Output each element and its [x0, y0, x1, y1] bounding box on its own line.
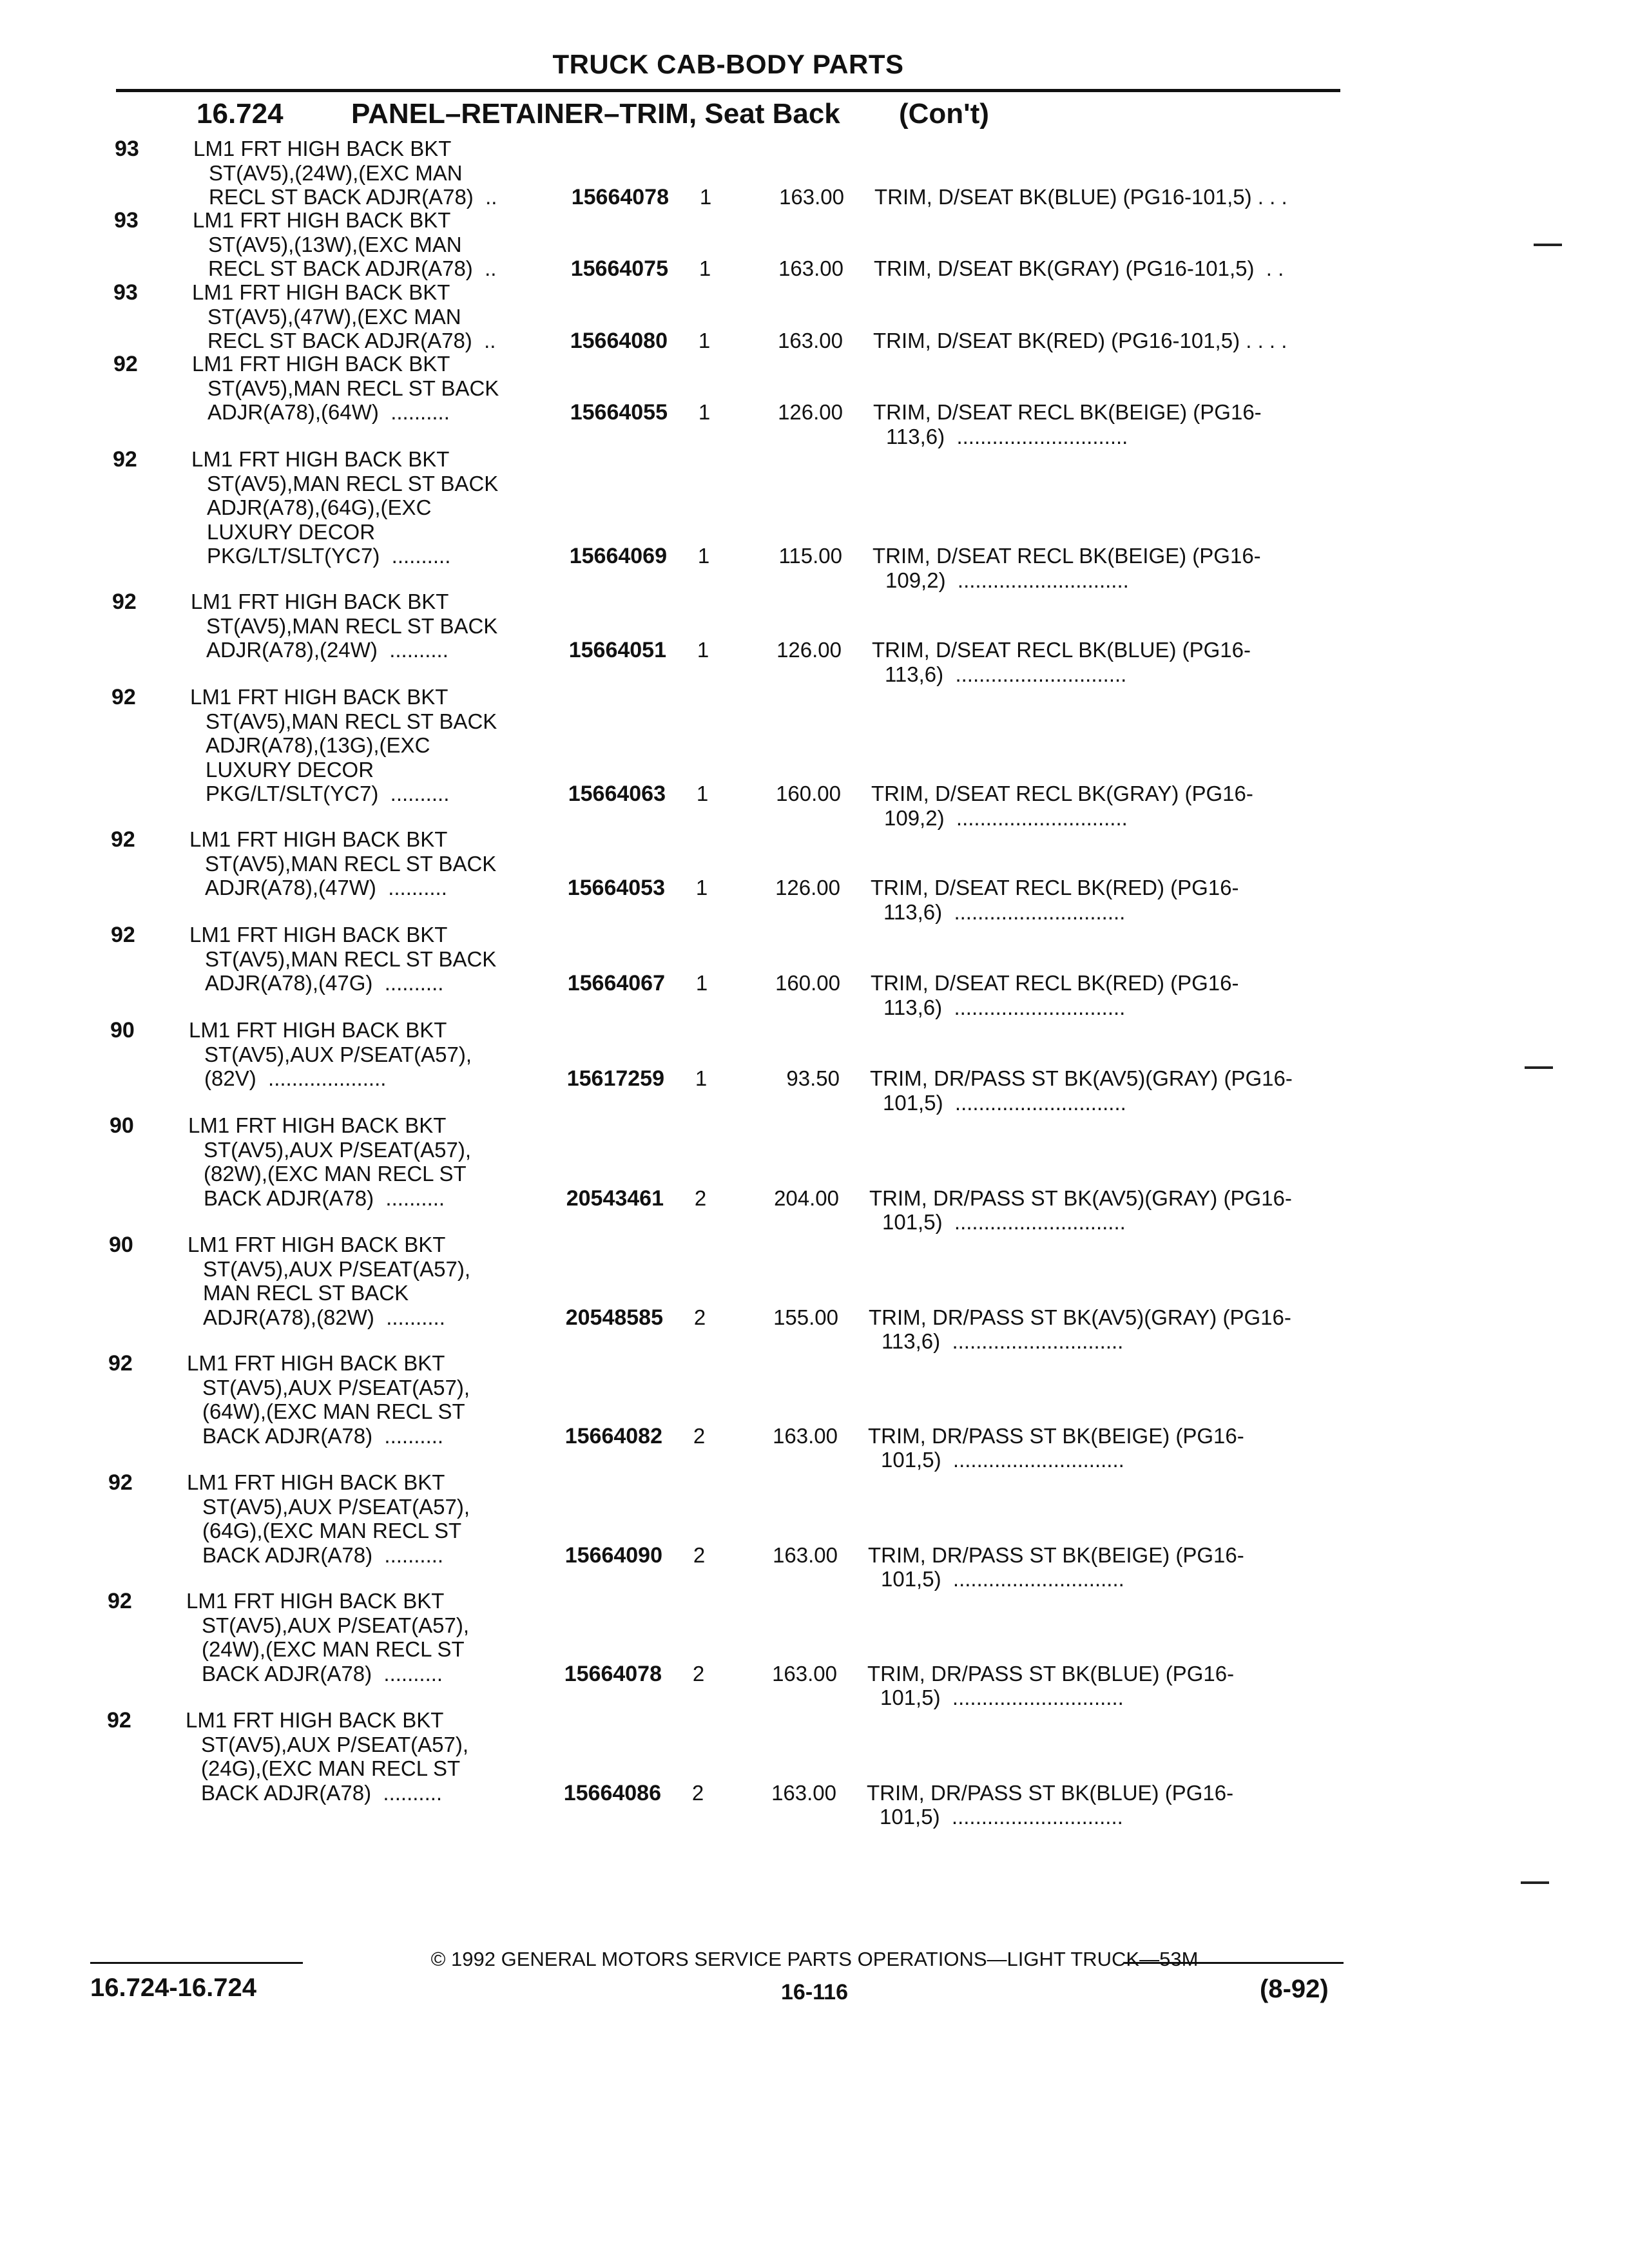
- part-description: [193, 137, 497, 209]
- ref-number: 92: [111, 827, 135, 852]
- description-line: ST(AV5),AUX P/SEAT(A57),: [204, 1137, 472, 1162]
- ref-number: 92: [107, 1708, 131, 1733]
- description-line: LM1 FRT HIGH BACK BKT: [188, 1113, 447, 1137]
- part-description: [188, 1113, 471, 1210]
- description-line: (82W),(EXC MAN RECL ST: [204, 1162, 467, 1186]
- ref-number: 90: [110, 1113, 134, 1138]
- remark-line: TRIM, DR/PASS ST BK(BLUE) (PG16-: [867, 1661, 1235, 1686]
- footer-date: (8-92): [1260, 1975, 1329, 2003]
- description-line: ST(AV5),AUX P/SEAT(A57),: [201, 1732, 469, 1756]
- remark-line: TRIM, DR/PASS ST BK(BEIGE) (PG16-: [868, 1542, 1244, 1567]
- page-title: TRUCK CAB-BODY PARTS: [552, 49, 904, 79]
- description-line: ST(AV5),MAN RECL ST BACK: [205, 851, 497, 876]
- remark-line: TRIM, D/SEAT BK(RED) (PG16-101,5) . . . .: [873, 329, 1287, 352]
- quantity: 2: [693, 1305, 706, 1329]
- description-line: LM1 FRT HIGH BACK BKT: [187, 1470, 445, 1494]
- remark-line: 113,6) .............................: [885, 662, 1127, 686]
- quantity: 1: [698, 329, 711, 352]
- ref-number: 93: [113, 280, 138, 305]
- price: 163.00: [779, 185, 844, 209]
- description-line: (64W),(EXC MAN RECL ST: [202, 1399, 465, 1423]
- quantity: 1: [699, 185, 712, 209]
- part-description: [193, 208, 496, 281]
- part-number: 15664055: [570, 400, 668, 425]
- part-description: [189, 923, 496, 995]
- description-line: LM1 FRT HIGH BACK BKT: [186, 1708, 444, 1732]
- ref-number: 93: [115, 137, 139, 161]
- quantity: 2: [694, 1186, 707, 1210]
- footer-section-range: 16.724-16.724: [90, 1974, 257, 2002]
- part-number: 15664078: [564, 1661, 662, 1686]
- price: 93.50: [786, 1066, 840, 1090]
- description-line: ADJR(A78),(64W) ..........: [207, 400, 450, 424]
- remark-line: TRIM, D/SEAT RECL BK(RED) (PG16-: [871, 971, 1239, 995]
- description-line: LM1 FRT HIGH BACK BKT: [189, 827, 448, 851]
- remark: [869, 1186, 1346, 1235]
- part-number: 20543461: [566, 1186, 664, 1211]
- description-line: ADJR(A78),(24W) ..........: [206, 638, 448, 662]
- footer-copyright: © 1992 GENERAL MOTORS SERVICE PARTS OPERATIONS—LIGHT TRUCK—53M: [430, 1948, 1199, 1970]
- description-line: BACK ADJR(A78) ..........: [201, 1780, 443, 1805]
- remark: [868, 1543, 1345, 1591]
- remark: [871, 782, 1348, 830]
- price: 126.00: [778, 400, 843, 424]
- remark-line: 113,6) .............................: [886, 424, 1128, 448]
- remark-line: 101,5) .............................: [883, 1090, 1126, 1115]
- part-number: 15617259: [566, 1066, 664, 1091]
- description-line: LM1 FRT HIGH BACK BKT: [193, 137, 452, 160]
- part-number: 15664090: [564, 1542, 662, 1568]
- remark: [871, 876, 1347, 924]
- remark-line: 113,6) .............................: [883, 899, 1126, 924]
- price: 115.00: [778, 544, 842, 568]
- ref-number: 92: [108, 1589, 132, 1613]
- part-description: [192, 280, 496, 353]
- description-line: LM1 FRT HIGH BACK BKT: [189, 1018, 447, 1042]
- section-number: 16.724: [197, 98, 284, 130]
- description-line: LM1 FRT HIGH BACK BKT: [191, 590, 449, 613]
- remark-line: 101,5) .............................: [881, 1567, 1124, 1591]
- remark-line: TRIM, DR/PASS ST BK(AV5)(GRAY) (PG16-: [870, 1066, 1293, 1090]
- description-line: LM1 FRT HIGH BACK BKT: [187, 1351, 445, 1375]
- quantity: 2: [692, 1661, 705, 1686]
- description-line: (64G),(EXC MAN RECL ST: [202, 1519, 462, 1542]
- description-line: BACK ADJR(A78) ..........: [202, 1542, 444, 1567]
- remark-line: 101,5) .............................: [880, 1686, 1124, 1709]
- description-line: ST(AV5),AUX P/SEAT(A57),: [203, 1256, 471, 1281]
- quantity: 2: [691, 1780, 704, 1805]
- remark-line: TRIM, DR/PASS ST BK(AV5)(GRAY) (PG16-: [869, 1186, 1292, 1210]
- quantity: 1: [696, 782, 709, 805]
- ref-number: 92: [108, 1351, 133, 1376]
- remark-line: TRIM, DR/PASS ST BK(BEIGE) (PG16-: [868, 1423, 1244, 1448]
- price: 160.00: [776, 782, 841, 805]
- description-line: ADJR(A78),(82W) ..........: [203, 1305, 445, 1329]
- remark: [872, 638, 1349, 686]
- description-line: ST(AV5),MAN RECL ST BACK: [207, 471, 499, 495]
- description-line: PKG/LT/SLT(YC7) ..........: [206, 782, 450, 805]
- remark: [870, 1066, 1347, 1115]
- price: 163.00: [773, 1423, 838, 1448]
- remark: [869, 1305, 1345, 1354]
- description-line: BACK ADJR(A78) ..........: [204, 1186, 445, 1210]
- quantity: 1: [698, 400, 711, 424]
- part-description: [188, 1233, 470, 1329]
- part-description: [186, 1589, 469, 1686]
- description-line: (82V) ....................: [204, 1066, 387, 1090]
- remark-line: TRIM, D/SEAT RECL BK(RED) (PG16-: [871, 876, 1239, 899]
- remark-line: TRIM, DR/PASS ST BK(AV5)(GRAY) (PG16-: [869, 1305, 1291, 1329]
- price: 126.00: [775, 876, 840, 899]
- remark: [868, 1424, 1345, 1472]
- description-line: RECL ST BACK ADJR(A78) ..: [208, 256, 497, 280]
- part-number: 15664080: [570, 329, 668, 353]
- part-description: [187, 1351, 470, 1448]
- part-description: [189, 1018, 472, 1091]
- ref-number: 92: [111, 923, 135, 947]
- description-line: ST(AV5),(24W),(EXC MAN: [209, 160, 463, 185]
- part-description: [189, 827, 496, 900]
- quantity: 1: [699, 256, 711, 280]
- description-line: BACK ADJR(A78) ..........: [202, 1423, 444, 1448]
- description-line: ST(AV5),MAN RECL ST BACK: [205, 947, 497, 971]
- remark-line: TRIM, D/SEAT RECL BK(BLUE) (PG16-: [872, 638, 1251, 662]
- remark-line: TRIM, D/SEAT BK(BLUE) (PG16-101,5) . . .: [874, 185, 1287, 209]
- part-number: 15664067: [567, 971, 665, 995]
- description-line: ST(AV5),(47W),(EXC MAN: [207, 304, 461, 329]
- ref-number: 92: [112, 590, 137, 614]
- remark: [867, 1781, 1344, 1829]
- remark-line: 101,5) .............................: [881, 1448, 1124, 1472]
- remark: [871, 971, 1347, 1019]
- part-description: [191, 447, 498, 568]
- description-line: ST(AV5),AUX P/SEAT(A57),: [204, 1042, 472, 1066]
- part-number: 15664053: [567, 876, 665, 900]
- quantity: 1: [697, 544, 710, 568]
- description-line: LM1 FRT HIGH BACK BKT: [189, 923, 448, 947]
- remark-line: TRIM, D/SEAT RECL BK(BEIGE) (PG16-: [872, 544, 1261, 568]
- quantity: 2: [693, 1542, 706, 1567]
- description-line: ADJR(A78),(13G),(EXC: [206, 733, 430, 757]
- quantity: 2: [693, 1423, 706, 1448]
- remark-line: TRIM, DR/PASS ST BK(BLUE) (PG16-: [867, 1780, 1234, 1805]
- part-number: 15664078: [571, 185, 669, 209]
- part-number: 15664082: [564, 1423, 662, 1448]
- part-number: 15664051: [568, 638, 666, 662]
- description-line: LM1 FRT HIGH BACK BKT: [190, 685, 448, 709]
- description-line: LM1 FRT HIGH BACK BKT: [188, 1233, 446, 1256]
- part-number: 20548585: [565, 1305, 663, 1330]
- description-line: ST(AV5),MAN RECL ST BACK: [207, 376, 499, 400]
- price: 163.00: [778, 256, 843, 280]
- ref-number: 92: [113, 447, 137, 472]
- part-number: 15664069: [569, 544, 667, 568]
- quantity: 1: [695, 876, 708, 899]
- section-title: PANEL–RETAINER–TRIM, Seat Back: [351, 98, 840, 130]
- price: 160.00: [775, 971, 840, 995]
- part-description: [187, 1470, 470, 1567]
- remark-line: 101,5) .............................: [882, 1210, 1126, 1234]
- description-line: RECL ST BACK ADJR(A78) ..: [209, 185, 497, 209]
- price: 155.00: [773, 1305, 838, 1329]
- quantity: 1: [695, 971, 708, 995]
- quantity: 1: [695, 1066, 708, 1090]
- remark-line: 113,6) .............................: [882, 1329, 1124, 1353]
- part-number: 15664086: [563, 1780, 661, 1805]
- ref-number: 92: [113, 352, 138, 376]
- part-number: 15664063: [568, 782, 666, 806]
- ref-number: 90: [109, 1233, 133, 1257]
- quantity: 1: [697, 638, 709, 662]
- part-description: [190, 685, 497, 806]
- description-line: LUXURY DECOR: [206, 757, 374, 782]
- remark-line: 101,5) .............................: [880, 1805, 1123, 1829]
- remark-line: 113,6) .............................: [883, 995, 1126, 1019]
- remark: [873, 400, 1350, 448]
- description-line: ST(AV5),(13W),(EXC MAN: [208, 232, 462, 256]
- remark: [872, 544, 1349, 592]
- ref-number: 93: [114, 208, 139, 233]
- description-line: ST(AV5),MAN RECL ST BACK: [206, 613, 498, 638]
- remark: [874, 256, 1351, 281]
- price: 163.00: [772, 1661, 837, 1686]
- ref-number: 90: [110, 1018, 135, 1043]
- price: 163.00: [778, 329, 843, 352]
- description-line: (24G),(EXC MAN RECL ST: [201, 1756, 461, 1780]
- remark-line: 109,2) .............................: [885, 568, 1129, 592]
- footer-page-number: 16-116: [781, 1980, 848, 2004]
- description-line: PKG/LT/SLT(YC7) ..........: [207, 544, 451, 568]
- ref-number: 92: [108, 1470, 133, 1495]
- description-line: LM1 FRT HIGH BACK BKT: [192, 352, 450, 376]
- remark: [867, 1662, 1344, 1710]
- margin-mark: [1534, 244, 1562, 246]
- description-line: ADJR(A78),(64G),(EXC: [207, 495, 432, 519]
- margin-mark: [1521, 1881, 1549, 1884]
- description-line: ST(AV5),MAN RECL ST BACK: [206, 709, 497, 733]
- price: 204.00: [774, 1186, 839, 1210]
- ref-number: 92: [111, 685, 136, 709]
- remark-line: 109,2) .............................: [884, 805, 1128, 830]
- description-line: ST(AV5),AUX P/SEAT(A57),: [202, 1375, 470, 1399]
- description-line: ADJR(A78),(47G) ..........: [205, 971, 444, 995]
- remark: [874, 185, 1351, 209]
- description-line: RECL ST BACK ADJR(A78) ..: [207, 329, 496, 352]
- description-line: (24W),(EXC MAN RECL ST: [202, 1637, 465, 1661]
- part-number: 15664075: [570, 256, 668, 281]
- page-header: [116, 46, 1340, 92]
- remark-line: TRIM, D/SEAT BK(GRAY) (PG16-101,5) . .: [874, 256, 1284, 280]
- description-line: ST(AV5),AUX P/SEAT(A57),: [202, 1613, 470, 1637]
- margin-mark: [1525, 1066, 1553, 1069]
- description-line: ADJR(A78),(47W) ..........: [205, 876, 447, 899]
- part-description: [192, 352, 499, 425]
- description-line: LUXURY DECOR: [207, 519, 376, 544]
- description-line: LM1 FRT HIGH BACK BKT: [191, 447, 450, 471]
- remark-line: TRIM, D/SEAT RECL BK(GRAY) (PG16-: [871, 782, 1253, 805]
- description-line: LM1 FRT HIGH BACK BKT: [186, 1589, 445, 1613]
- description-line: LM1 FRT HIGH BACK BKT: [192, 280, 450, 304]
- price: 163.00: [773, 1542, 838, 1567]
- price: 163.00: [771, 1780, 836, 1805]
- price: 126.00: [776, 638, 842, 662]
- remark-line: TRIM, D/SEAT RECL BK(BEIGE) (PG16-: [873, 400, 1262, 424]
- description-line: LM1 FRT HIGH BACK BKT: [193, 208, 451, 232]
- part-description: [186, 1708, 468, 1805]
- description-line: MAN RECL ST BACK: [203, 1281, 409, 1305]
- part-description: [191, 590, 497, 662]
- description-line: BACK ADJR(A78) ..........: [202, 1661, 443, 1686]
- remark: [873, 329, 1350, 353]
- description-line: ST(AV5),AUX P/SEAT(A57),: [202, 1494, 470, 1519]
- section-continued: (Con't): [899, 98, 989, 130]
